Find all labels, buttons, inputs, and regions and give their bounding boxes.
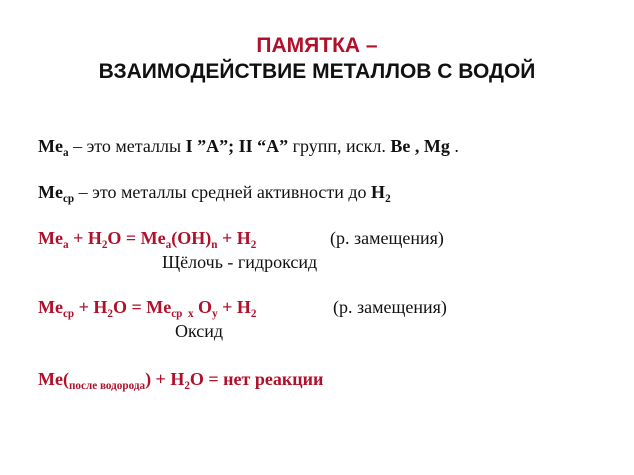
groups-text: I ”A”; II “A” (185, 136, 289, 156)
me-symbol: Me (38, 182, 63, 202)
subscript: n (211, 238, 218, 251)
subscript: после водорода (68, 379, 146, 392)
title-line-1: ПАМЯТКА – (256, 34, 378, 57)
subscript: ср x (171, 307, 194, 320)
eq-part: + H (74, 297, 108, 317)
equation-no-reaction (38, 369, 323, 390)
eq-part: (OH) (171, 228, 212, 248)
subscript: a (62, 146, 69, 159)
text: – это металлы средней активности до (74, 182, 372, 202)
text: групп, искл. (288, 136, 391, 156)
eq-part: + H (68, 228, 102, 248)
definition-medium-metals (38, 182, 391, 203)
subscript: ср (62, 307, 75, 320)
text: . (449, 136, 459, 156)
subscript: y (212, 307, 218, 320)
me-symbol: Me (38, 136, 63, 156)
hydrogen-symbol: H (371, 182, 386, 202)
eq-part: Me (38, 228, 63, 248)
eq-part: Me (38, 297, 63, 317)
subscript: 2 (184, 379, 190, 392)
exceptions-text: Be , Mg (390, 136, 450, 156)
eq-part: O = Me (107, 228, 166, 248)
text: – это металлы (68, 136, 186, 156)
equation-active-metal-water (38, 228, 256, 249)
eq-part: O (193, 297, 213, 317)
subscript: 2 (250, 238, 257, 251)
subscript: a (165, 238, 172, 251)
reaction-type-note-2: (р. замещения) (333, 297, 447, 317)
eq-part: Me( (38, 369, 69, 389)
eq-part: + H (217, 228, 251, 248)
eq-part: O = Me (112, 297, 172, 317)
subscript: ср (62, 192, 75, 205)
subscript: 2 (107, 307, 113, 320)
definition-active-metals (38, 136, 459, 157)
equation-medium-metal-water (38, 297, 256, 318)
eq-part: O = нет реакции (189, 369, 324, 389)
product-label-oxide: Оксид (175, 321, 224, 341)
subscript: 2 (385, 192, 391, 205)
eq-part: ) + H (145, 369, 185, 389)
title-line-2: ВЗАИМОДЕЙСТВИЕ МЕТАЛЛОВ С ВОДОЙ (98, 60, 536, 83)
reaction-type-note-1: (р. замещения) (330, 228, 444, 248)
subscript: 2 (250, 307, 257, 320)
subscript: 2 (101, 238, 108, 251)
subscript: a (62, 238, 69, 251)
product-label-alkali: Щёлочь - гидроксид (162, 252, 318, 272)
eq-part: + H (217, 297, 251, 317)
